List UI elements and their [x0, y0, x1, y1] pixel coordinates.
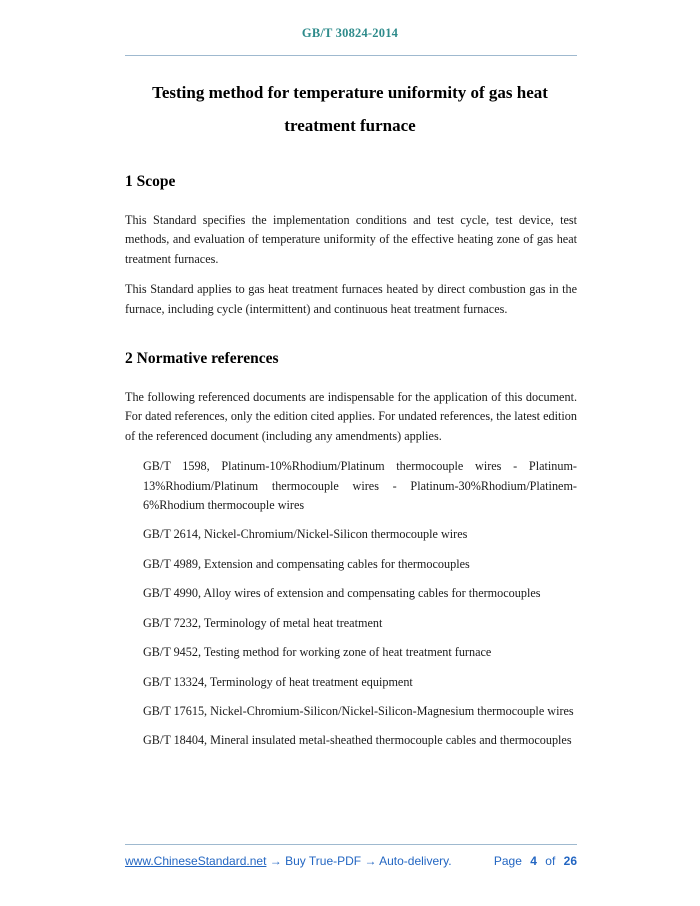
footer-tagline: → Buy True-PDF → Auto-delivery. [266, 854, 452, 868]
paragraph: This Standard applies to gas heat treatment furnaces heated by direct combustion gas in the furnace, including cycle (intermittent) and continuous heat treatment furnaces. [125, 282, 577, 316]
reference-item: GB/T 7232, Terminology of metal heat treatment [143, 615, 383, 630]
paragraph: The following referenced documents are indispensable for the application of this document. For dated references, only the edition cited applies. For undated references, the latest edition of the referenced document (including any amendments) applies. [125, 390, 577, 443]
page-footer [125, 844, 577, 868]
header-divider [125, 55, 577, 56]
reference-item: GB/T 4989, Extension and compensating cables for thermocouples [143, 556, 470, 571]
section-heading-normative-references: 2 Normative references [125, 350, 279, 368]
title-line-2: treatment furnace [284, 116, 416, 135]
paragraph: This Standard specifies the implementation conditions and test cycle, test device, test methods, and evaluation of temperature uniformity of the effective heating zone of gas heat treatment furnaces. [125, 213, 577, 266]
section-heading-scope: 1 Scope [125, 173, 176, 190]
page-indicator [494, 854, 577, 868]
doc-number: GB/T 30824-2014 [301, 26, 399, 40]
reference-item: GB/T 17615, Nickel-Chromium-Silicon/Nickel-Silicon-Magnesium thermocouple wires [143, 703, 574, 718]
reference-item: GB/T 2614, Nickel-Chromium/Nickel-Silicon thermocouple wires [143, 527, 468, 542]
footer-left [125, 854, 452, 868]
reference-item: GB/T 13324, Terminology of heat treatment equipment [143, 674, 413, 689]
total-pages: 26 [563, 854, 577, 868]
page-number: 4 [530, 854, 537, 868]
reference-item: GB/T 18404, Mineral insulated metal-sheathed thermocouple cables and thermocouples [143, 733, 572, 748]
reference-item: GB/T 4990, Alloy wires of extension and compensating cables for thermocouples [143, 586, 541, 601]
footer-site-link[interactable]: www.ChineseStandard.net [125, 854, 267, 868]
document-title [118, 76, 582, 142]
of-label: of [545, 854, 556, 868]
title-line-1: Testing method for temperature uniformity of gas heat [152, 83, 548, 102]
reference-item: GB/T 1598, Platinum-10%Rhodium/Platinum thermocouple wires - Platinum-13%Rhodium/Platinum thermocouple wires - Platinum-30%Rhodium/Platinem-6%Rhodium thermocouple wires [143, 459, 577, 513]
document-body [125, 173, 577, 751]
page-label: Page [493, 854, 522, 868]
reference-item: GB/T 9452, Testing method for working zone of heat treatment furnace [143, 645, 492, 660]
